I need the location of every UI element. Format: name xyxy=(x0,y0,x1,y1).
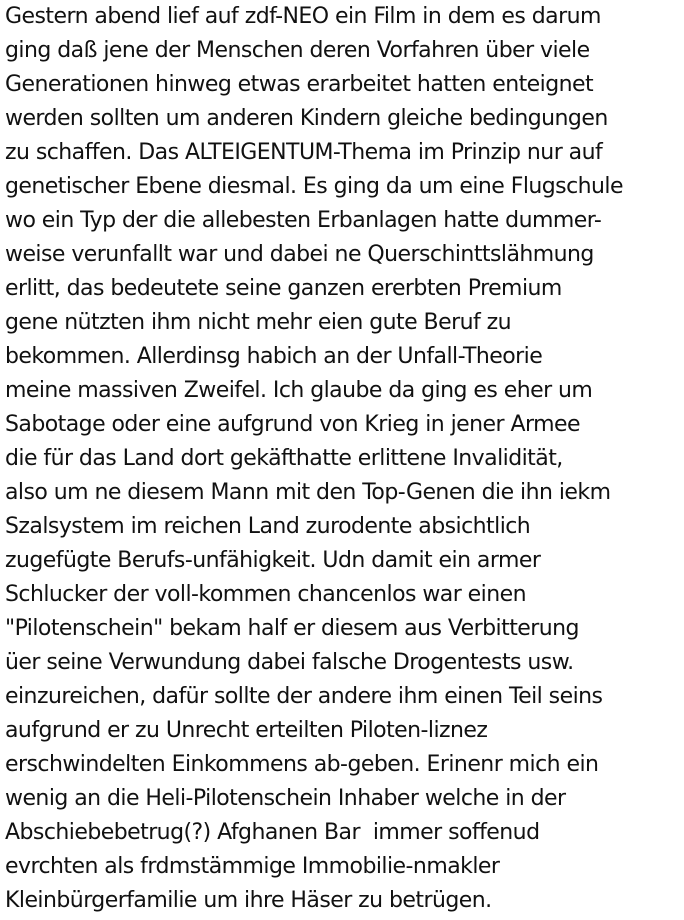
text-line: üer seine Verwundung dabei falsche Drogentests usw. xyxy=(5,650,574,675)
text-line: wenig an die Heli-Pilotenschein Inhaber welche in der xyxy=(5,786,566,811)
text-line: weise verunfallt war und dabei ne Querschinttslähmung xyxy=(5,242,594,267)
text-line: evrchten als frdmstämmige Immobilie-nmakler xyxy=(5,854,500,879)
text-line: bekommen. Allerdinsg habich an der Unfall-Theorie xyxy=(5,344,543,369)
text-line: ging daß jene der Menschen deren Vorfahren über viele xyxy=(5,38,590,63)
text-line: Abschiebebetrug(?) Afghanen Bar immer soffenud xyxy=(5,820,540,845)
text-line: einzureichen, dafür sollte der andere ihm einen Teil seins xyxy=(5,684,603,709)
text-line: Schlucker der voll-kommen chancenlos war einen xyxy=(5,582,526,607)
text-line: Kleinbürgerfamilie um ihre Häser zu betrügen. xyxy=(5,888,492,913)
text-line: erlitt, das bedeutete seine ganzen ererbten Premium xyxy=(5,276,562,301)
text-line: wo ein Typ der die allebesten Erbanlagen hatte dummer- xyxy=(5,208,602,233)
body-text xyxy=(5,0,684,918)
text-line: Gestern abend lief auf zdf-NEO ein Film in dem es darum xyxy=(5,4,601,29)
text-line: also um ne diesem Mann mit den Top-Genen die ihn iekm xyxy=(5,480,611,505)
text-line: die für das Land dort gekäfthatte erlittene Invalidität, xyxy=(5,446,563,471)
text-line: Szalsystem im reichen Land zurodente absichtlich xyxy=(5,514,531,539)
text-line: gene nützten ihm nicht mehr eien gute Beruf zu xyxy=(5,310,511,335)
text-line: aufgrund er zu Unrecht erteilten Piloten-liznez xyxy=(5,718,488,743)
text-line: meine massiven Zweifel. Ich glaube da ging es eher um xyxy=(5,378,593,403)
text-line: "Pilotenschein" bekam half er diesem aus Verbitterung xyxy=(5,616,579,641)
text-line: werden sollten um anderen Kindern gleiche bedingungen xyxy=(5,106,608,131)
text-line: zugefügte Berufs-unfähigkeit. Udn damit ein armer xyxy=(5,548,541,573)
text-line: Sabotage oder eine aufgrund von Krieg in jener Armee xyxy=(5,412,580,437)
text-line: Generationen hinweg etwas erarbeitet hatten enteignet xyxy=(5,72,594,97)
text-line: genetischer Ebene diesmal. Es ging da um eine Flugschule xyxy=(5,174,623,199)
text-line: zu schaffen. Das ALTEIGENTUM-Thema im Prinzip nur auf xyxy=(5,140,603,165)
text-line: erschwindelten Einkommens ab-geben. Erinenr mich ein xyxy=(5,752,599,777)
